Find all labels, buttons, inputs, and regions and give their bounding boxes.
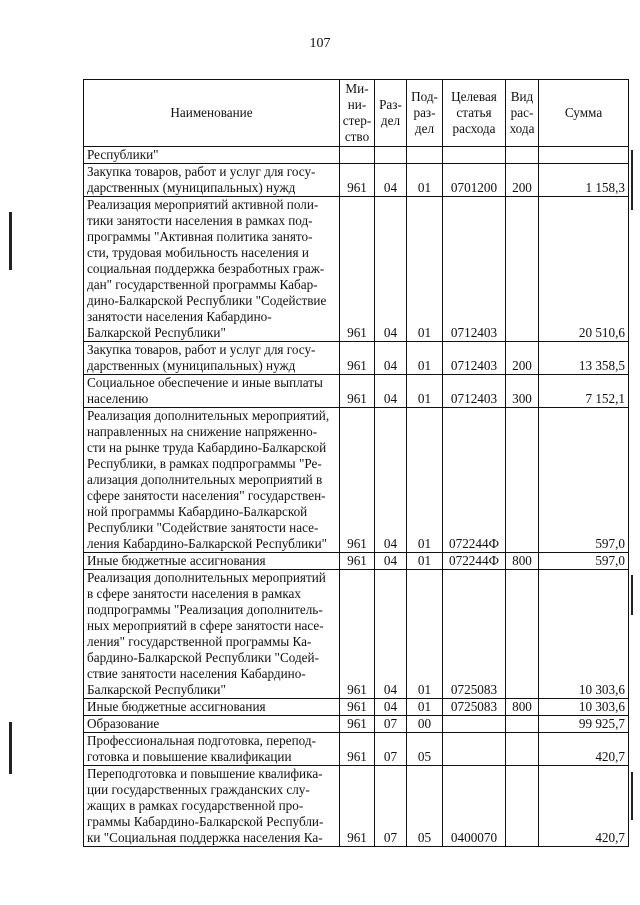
table-row bbox=[84, 733, 629, 766]
cell-sum bbox=[539, 147, 629, 164]
header-target-article: Целевая статья расхода bbox=[443, 80, 506, 147]
name-line: Переподготовка и повышение квалифика- bbox=[87, 766, 323, 781]
name-line: ализация дополнительных мероприятий в bbox=[87, 472, 323, 487]
name-line: ной программы Кабардино-Балкарской bbox=[87, 504, 308, 519]
cell-subsection: 01 bbox=[407, 164, 443, 197]
name-line: дарственных (муниципальных) нужд bbox=[87, 180, 296, 195]
header-sum: Сумма bbox=[539, 80, 629, 147]
name-line: Республики, в рамках подпрограммы "Ре- bbox=[87, 456, 322, 471]
cell-sum: 597,0 bbox=[539, 408, 629, 553]
cell-expense-type bbox=[506, 147, 539, 164]
cell-subsection bbox=[407, 147, 443, 164]
cell-subsection: 00 bbox=[407, 716, 443, 733]
name-line: Социальное обеспечение и иные выплаты bbox=[87, 375, 323, 390]
cell-section: 04 bbox=[375, 342, 407, 375]
scan-mark-right-bottom bbox=[631, 772, 633, 820]
cell-section: 04 bbox=[375, 570, 407, 699]
cell-section: 04 bbox=[375, 164, 407, 197]
cell-name bbox=[84, 375, 340, 408]
name-line: ки "Социальная поддержка населения Ка- bbox=[87, 830, 323, 845]
name-line: ления" государственной программы Ка- bbox=[87, 634, 312, 649]
cell-expense-type bbox=[506, 733, 539, 766]
cell-section: 04 bbox=[375, 197, 407, 342]
cell-sum: 20 510,6 bbox=[539, 197, 629, 342]
name-line: Реализация дополнительных мероприятий, bbox=[87, 408, 330, 423]
name-line: сти на рынке труда Кабардино-Балкарской bbox=[87, 440, 327, 455]
name-line: Иные бюджетные ассигнования bbox=[87, 553, 266, 568]
name-line: Республики "Содействие занятости насе- bbox=[87, 520, 319, 535]
name-line: Закупка товаров, работ и услуг для госу- bbox=[87, 164, 316, 179]
name-line: бардино-Балкарской Республики "Содей- bbox=[87, 650, 319, 665]
cell-name bbox=[84, 197, 340, 342]
cell-name bbox=[84, 766, 340, 847]
name-line: готовка и повышение квалификации bbox=[87, 749, 292, 764]
name-line: Реализация дополнительных мероприятий bbox=[87, 570, 326, 585]
name-line: тики занятости населения в рамках под- bbox=[87, 213, 313, 228]
cell-target-article: 0712403 bbox=[443, 197, 506, 342]
cell-sum: 7 152,1 bbox=[539, 375, 629, 408]
header-section: Раз- дел bbox=[375, 80, 407, 147]
cell-ministry: 961 bbox=[340, 733, 375, 766]
cell-sum: 13 358,5 bbox=[539, 342, 629, 375]
name-line: сти, трудовая мобильность населения и bbox=[87, 245, 309, 260]
cell-target-article bbox=[443, 733, 506, 766]
cell-name bbox=[84, 147, 340, 164]
cell-name bbox=[84, 733, 340, 766]
cell-section: 04 bbox=[375, 699, 407, 716]
table-row bbox=[84, 570, 629, 699]
cell-ministry: 961 bbox=[340, 553, 375, 570]
cell-target-article: 072244Ф bbox=[443, 408, 506, 553]
cell-subsection: 01 bbox=[407, 342, 443, 375]
cell-ministry bbox=[340, 147, 375, 164]
cell-sum: 10 303,6 bbox=[539, 570, 629, 699]
name-line: Иные бюджетные ассигнования bbox=[87, 699, 266, 714]
scan-mark-left-top bbox=[9, 212, 12, 270]
cell-section: 04 bbox=[375, 375, 407, 408]
name-line: Профессиональная подготовка, перепод- bbox=[87, 733, 316, 748]
cell-section: 04 bbox=[375, 408, 407, 553]
cell-expense-type bbox=[506, 408, 539, 553]
cell-subsection: 01 bbox=[407, 553, 443, 570]
cell-target-article: 0712403 bbox=[443, 342, 506, 375]
cell-ministry: 961 bbox=[340, 408, 375, 553]
cell-subsection: 01 bbox=[407, 699, 443, 716]
cell-sum: 420,7 bbox=[539, 766, 629, 847]
cell-target-article: 072244Ф bbox=[443, 553, 506, 570]
cell-sum: 597,0 bbox=[539, 553, 629, 570]
cell-sum: 420,7 bbox=[539, 733, 629, 766]
cell-expense-type: 800 bbox=[506, 699, 539, 716]
table-row bbox=[84, 699, 629, 716]
header-row bbox=[84, 80, 629, 147]
table-row bbox=[84, 766, 629, 847]
cell-ministry: 961 bbox=[340, 342, 375, 375]
table-row bbox=[84, 342, 629, 375]
cell-section: 07 bbox=[375, 766, 407, 847]
cell-name bbox=[84, 716, 340, 733]
cell-ministry: 961 bbox=[340, 570, 375, 699]
header-ministry: Ми- ни- стер- ство bbox=[340, 80, 375, 147]
table-row bbox=[84, 716, 629, 733]
name-line: направленных на снижение напряженно- bbox=[87, 424, 318, 439]
cell-subsection: 01 bbox=[407, 570, 443, 699]
scan-mark-right-mid bbox=[631, 575, 633, 615]
name-line: граммы Кабардино-Балкарской Республи- bbox=[87, 814, 324, 829]
cell-ministry: 961 bbox=[340, 197, 375, 342]
cell-name bbox=[84, 342, 340, 375]
cell-name bbox=[84, 699, 340, 716]
budget-table bbox=[83, 79, 629, 847]
cell-target-article: 0400070 bbox=[443, 766, 506, 847]
cell-subsection: 01 bbox=[407, 197, 443, 342]
table-body bbox=[84, 147, 629, 847]
cell-subsection: 01 bbox=[407, 408, 443, 553]
cell-target-article: 0725083 bbox=[443, 570, 506, 699]
name-line: социальная поддержка безработных граж- bbox=[87, 261, 325, 276]
name-line: сфере занятости населения" государствен- bbox=[87, 488, 326, 503]
cell-target-article: 0701200 bbox=[443, 164, 506, 197]
cell-ministry: 961 bbox=[340, 164, 375, 197]
name-line: Закупка товаров, работ и услуг для госу- bbox=[87, 342, 316, 357]
name-line: подпрограммы "Реализация дополнитель- bbox=[87, 602, 323, 617]
cell-subsection: 05 bbox=[407, 733, 443, 766]
cell-ministry: 961 bbox=[340, 699, 375, 716]
name-line: Балкарской Республики" bbox=[87, 325, 226, 340]
table-row bbox=[84, 197, 629, 342]
name-line: в сфере занятости населения в рамках bbox=[87, 586, 302, 601]
cell-sum: 99 925,7 bbox=[539, 716, 629, 733]
cell-expense-type bbox=[506, 716, 539, 733]
cell-section: 07 bbox=[375, 716, 407, 733]
name-line: Балкарской Республики" bbox=[87, 682, 226, 697]
cell-expense-type bbox=[506, 197, 539, 342]
name-line: Реализация мероприятий активной поли- bbox=[87, 197, 319, 212]
header-expense-type: Вид рас- хода bbox=[506, 80, 539, 147]
table-row bbox=[84, 553, 629, 570]
cell-name bbox=[84, 570, 340, 699]
cell-expense-type: 200 bbox=[506, 164, 539, 197]
table-row bbox=[84, 408, 629, 553]
table-row bbox=[84, 375, 629, 408]
cell-ministry: 961 bbox=[340, 375, 375, 408]
cell-sum: 10 303,6 bbox=[539, 699, 629, 716]
cell-target-article bbox=[443, 716, 506, 733]
cell-expense-type: 300 bbox=[506, 375, 539, 408]
cell-sum: 1 158,3 bbox=[539, 164, 629, 197]
name-line: программы "Активная политика занято- bbox=[87, 229, 313, 244]
name-line: ных мероприятий в сфере занятости насе- bbox=[87, 618, 324, 633]
cell-name bbox=[84, 408, 340, 553]
scan-mark-left-bottom bbox=[9, 722, 12, 774]
name-line: занятости населения Кабардино- bbox=[87, 309, 272, 324]
cell-expense-type: 200 bbox=[506, 342, 539, 375]
cell-target-article bbox=[443, 147, 506, 164]
table-row bbox=[84, 164, 629, 197]
cell-target-article: 0712403 bbox=[443, 375, 506, 408]
cell-expense-type: 800 bbox=[506, 553, 539, 570]
name-line: ления Кабардино-Балкарской Республики" bbox=[87, 536, 328, 551]
table-row bbox=[84, 147, 629, 164]
name-line: дарственных (муниципальных) нужд bbox=[87, 358, 296, 373]
cell-expense-type bbox=[506, 766, 539, 847]
name-line: дино-Балкарской Республики "Содействие bbox=[87, 293, 327, 308]
cell-section: 07 bbox=[375, 733, 407, 766]
page-number: 107 bbox=[309, 36, 331, 51]
cell-name bbox=[84, 553, 340, 570]
cell-name bbox=[84, 164, 340, 197]
name-line: Республики" bbox=[87, 147, 159, 162]
header-name: Наименование bbox=[84, 80, 340, 147]
name-line: населению bbox=[87, 391, 149, 406]
cell-section bbox=[375, 147, 407, 164]
cell-ministry: 961 bbox=[340, 766, 375, 847]
cell-ministry: 961 bbox=[340, 716, 375, 733]
name-line: Образование bbox=[87, 716, 160, 731]
name-line: дан" государственной программы Кабар- bbox=[87, 277, 318, 292]
scan-mark-right-top bbox=[631, 150, 633, 210]
name-line: ствие занятости населения Кабардино- bbox=[87, 666, 306, 681]
cell-section: 04 bbox=[375, 553, 407, 570]
header-subsection: Под- раз- дел bbox=[407, 80, 443, 147]
cell-target-article: 0725083 bbox=[443, 699, 506, 716]
name-line: жащих в рамках государственной про- bbox=[87, 798, 304, 813]
name-line: ции государственных гражданских слу- bbox=[87, 782, 310, 797]
cell-subsection: 05 bbox=[407, 766, 443, 847]
cell-expense-type bbox=[506, 570, 539, 699]
cell-subsection: 01 bbox=[407, 375, 443, 408]
